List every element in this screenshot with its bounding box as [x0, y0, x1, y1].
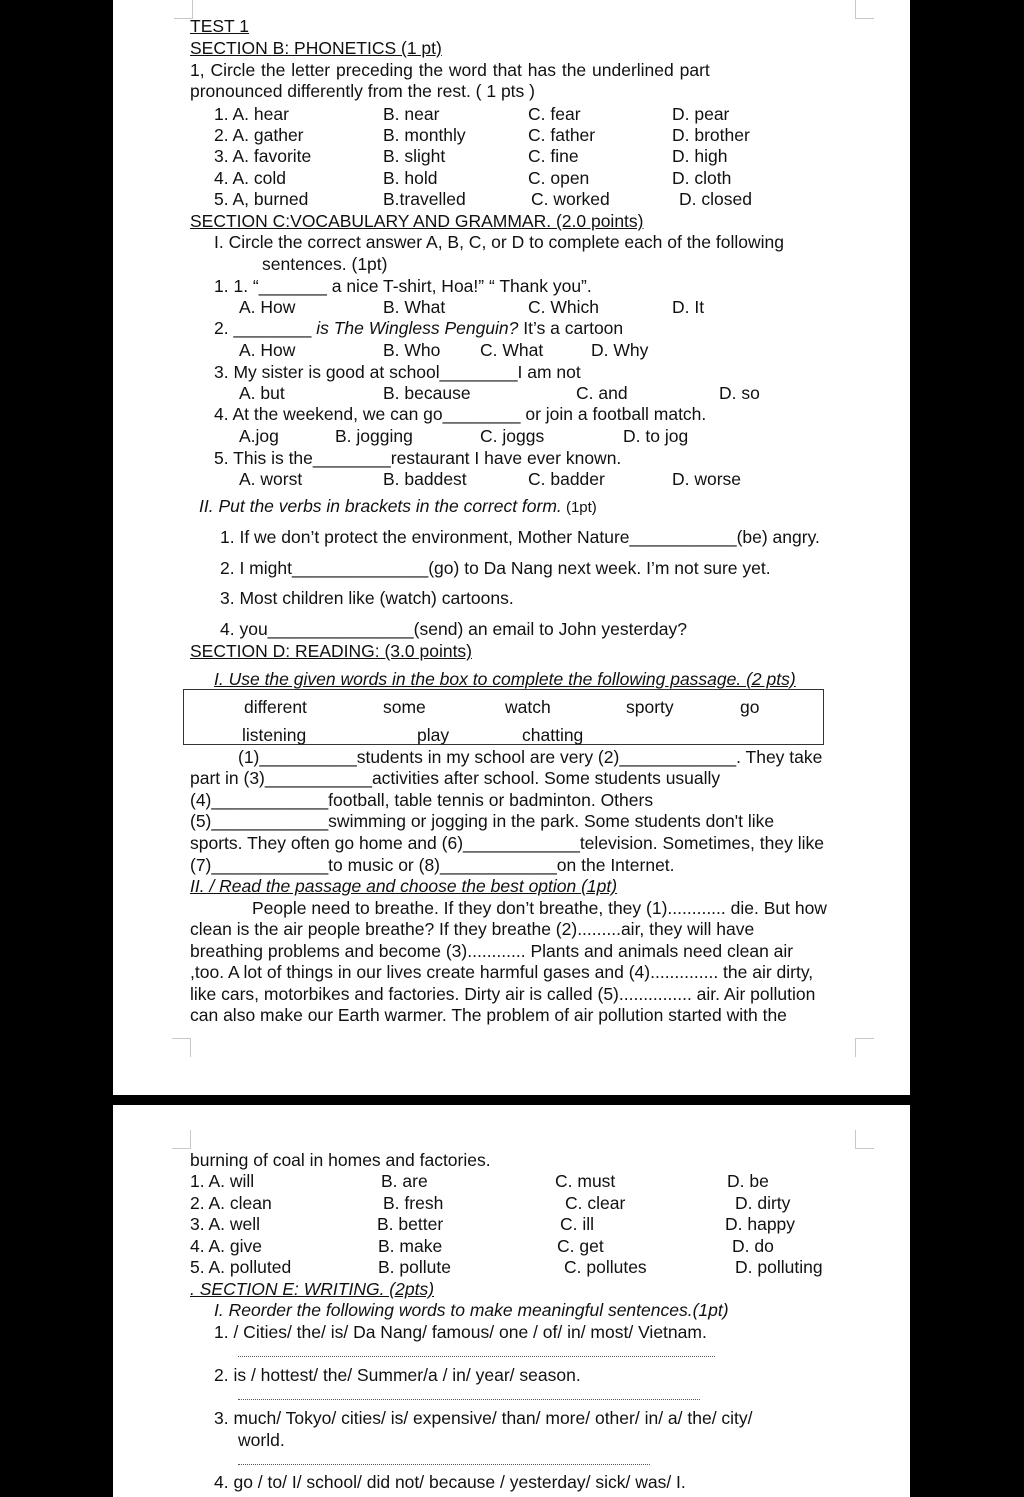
option-b[interactable]: B. Who: [383, 340, 441, 360]
option-b[interactable]: B.travelled: [383, 189, 466, 209]
option-c[interactable]: C. and: [576, 383, 628, 403]
option-b[interactable]: B. slight: [383, 146, 446, 166]
option-c[interactable]: C. worked: [531, 189, 610, 209]
option-a[interactable]: A. worst: [239, 469, 303, 489]
section-c-part2-heading: [199, 496, 597, 518]
reading-line: breathing problems and become (3)............ Plants and animals need clean air: [190, 941, 794, 961]
option-b[interactable]: B. pollute: [378, 1257, 451, 1277]
page-corner-mark: [172, 1130, 191, 1149]
page-corner-mark: [855, 1130, 874, 1149]
answer-line[interactable]: [238, 1356, 715, 1357]
question-text: It’s a cartoon: [518, 318, 624, 338]
option-a[interactable]: 3. A. favorite: [214, 146, 312, 166]
option-a[interactable]: 1. A. will: [190, 1171, 255, 1191]
question-text: is The Wingless Penguin?: [311, 318, 519, 338]
box-word: listening: [242, 725, 307, 745]
option-d[interactable]: D. Why: [591, 340, 649, 360]
section-e-heading: . SECTION E: WRITING. (2pts): [190, 1279, 435, 1299]
reading-line: clean is the air people breathe? If they breathe (2).........air, they will have: [190, 919, 755, 939]
reading-line: like cars, motorbikes and factories. Dirty air is called (5)............... air. Air pollution: [190, 984, 816, 1004]
option-a[interactable]: 2. A. clean: [190, 1193, 272, 1213]
option-c[interactable]: C. What: [480, 340, 544, 360]
option-d[interactable]: D. polluting: [735, 1257, 823, 1277]
option-a[interactable]: 4. A. give: [190, 1236, 262, 1256]
reading-line: can also make our Earth warmer. The problem of air pollution started with the: [190, 1005, 787, 1025]
verb-item: 2. I might______________(go) to Da Nang next week. I’m not sure yet.: [220, 558, 771, 578]
option-d[interactable]: D. closed: [679, 189, 752, 209]
option-a[interactable]: A.jog: [239, 426, 279, 446]
page-corner-mark: [172, 1038, 191, 1057]
verb-item: 1. If we don’t protect the environment, Mother Nature___________(be) angry.: [220, 527, 820, 547]
option-b[interactable]: B. jogging: [335, 426, 413, 446]
option-d[interactable]: D. It: [672, 297, 705, 317]
option-b[interactable]: B. What: [383, 297, 446, 317]
verb-item: 3. Most children like (watch) cartoons.: [220, 588, 514, 608]
section-c-heading: SECTION C:VOCABULARY AND GRAMMAR. (2.0 points): [190, 211, 644, 231]
option-b[interactable]: B. better: [377, 1214, 444, 1234]
option-d[interactable]: D. brother: [672, 125, 750, 145]
answer-line[interactable]: [238, 1399, 700, 1400]
verb-item: 4. you_______________(send) an email to John yesterday?: [220, 619, 688, 639]
option-c[interactable]: C. clear: [565, 1193, 626, 1213]
answer-line[interactable]: [238, 1464, 650, 1465]
option-c[interactable]: C. father: [528, 125, 596, 145]
option-a[interactable]: 4. A. cold: [214, 168, 286, 188]
option-c[interactable]: C. joggs: [480, 426, 545, 446]
question-5: 5. This is the________restaurant I have ever known.: [214, 448, 622, 468]
option-d[interactable]: D. high: [672, 146, 728, 166]
option-a[interactable]: A. but: [239, 383, 285, 403]
reading-line: People need to breathe. If they don’t breathe, they (1)............ die. But how: [252, 898, 827, 918]
section-b-heading: SECTION B: PHONETICS (1 pt): [190, 38, 442, 58]
box-word: sporty: [626, 697, 674, 717]
section-d-part2-heading: II. / Read the passage and choose the best option (1pt): [190, 876, 618, 896]
option-d[interactable]: D. to jog: [623, 426, 689, 446]
option-c[interactable]: C. ill: [560, 1214, 595, 1234]
passage-line: part in (3)___________activities after school. Some students usually: [190, 768, 721, 788]
option-d[interactable]: D. be: [727, 1171, 769, 1191]
option-c[interactable]: C. get: [557, 1236, 604, 1256]
option-b[interactable]: B. make: [378, 1236, 443, 1256]
option-a[interactable]: 3. A. well: [190, 1214, 261, 1234]
passage-line: sports. They often go home and (6)____________television. Sometimes, they like: [190, 833, 824, 853]
option-c[interactable]: C. fear: [528, 104, 581, 124]
reading-line: ,too. A lot of things in our lives create harmful gases and (4).............. the air dirty,: [190, 962, 814, 982]
question-number: 2.: [214, 318, 229, 338]
page-corner-mark: [855, 0, 874, 19]
section-b-instruction: pronounced differently from the rest. ( 1 pts ): [190, 81, 535, 101]
box-word: different: [244, 697, 307, 717]
option-d[interactable]: D. so: [719, 383, 760, 403]
answer-blank: ________: [233, 318, 312, 338]
option-a[interactable]: 2. A. gather: [214, 125, 304, 145]
reorder-item: 2. is / hottest/ the/ Summer/a / in/ year/ season.: [214, 1365, 581, 1385]
option-c[interactable]: C. Which: [528, 297, 599, 317]
option-d[interactable]: D. pear: [672, 104, 730, 124]
passage-line: (5)____________swimming or jogging in the park. Some students don't like: [190, 811, 775, 831]
option-b[interactable]: B. baddest: [383, 469, 467, 489]
option-c[interactable]: C. open: [528, 168, 590, 188]
option-b[interactable]: B. fresh: [383, 1193, 444, 1213]
option-b[interactable]: B. monthly: [383, 125, 466, 145]
option-a[interactable]: 5. A. polluted: [190, 1257, 292, 1277]
reorder-item: 1. / Cities/ the/ is/ Da Nang/ famous/ one / of/ in/ most/ Vietnam.: [214, 1322, 707, 1342]
box-word: watch: [505, 697, 551, 717]
option-c[interactable]: C. badder: [528, 469, 605, 489]
box-word: chatting: [522, 725, 584, 745]
box-word: some: [383, 697, 426, 717]
section-c-part1-instruction: sentences. (1pt): [262, 254, 388, 274]
option-b[interactable]: B. are: [381, 1171, 428, 1191]
option-b[interactable]: B. hold: [383, 168, 438, 188]
question-2: [214, 318, 623, 339]
option-a[interactable]: A. How: [239, 297, 296, 317]
part2-title: II. Put the verbs in brackets in the correct form.: [199, 496, 562, 516]
option-a[interactable]: A. How: [239, 340, 296, 360]
box-word: go: [740, 697, 760, 717]
question-3: 3. My sister is good at school________I am not: [214, 362, 581, 382]
option-a[interactable]: 1. A. hear: [214, 104, 289, 124]
reorder-item: world.: [238, 1430, 285, 1450]
option-d[interactable]: D. dirty: [735, 1193, 791, 1213]
option-c[interactable]: C. pollutes: [564, 1257, 647, 1277]
option-a[interactable]: 5. A, burned: [214, 189, 309, 209]
option-d[interactable]: D. worse: [672, 469, 742, 489]
option-d[interactable]: D. cloth: [672, 168, 732, 188]
question-1: 1. 1. “_______ a nice T-shirt, Hoa!” “ Thank you”.: [214, 276, 592, 296]
option-c[interactable]: C. must: [555, 1171, 616, 1191]
part2-points: (1pt): [561, 499, 597, 516]
test-title: TEST 1: [190, 16, 250, 36]
section-c-part1-instruction: I. Circle the correct answer A, B, C, or D to complete each of the following: [214, 232, 784, 252]
section-e-part1-heading: I. Reorder the following words to make meaningful sentences.(1pt): [214, 1300, 729, 1320]
reading-line: burning of coal in homes and factories.: [190, 1150, 491, 1170]
option-d[interactable]: D. do: [732, 1236, 774, 1256]
passage-line: (7)____________to music or (8)____________on the Internet.: [190, 855, 675, 875]
option-d[interactable]: D. happy: [725, 1214, 796, 1234]
section-d-heading: SECTION D: READING: (3.0 points): [190, 641, 473, 661]
section-d-part1-heading: I. Use the given words in the box to complete the following passage. (2 pts): [214, 669, 796, 689]
passage-line: (4)____________football, table tennis or badminton. Others: [190, 790, 654, 810]
reorder-item: 4. go / to/ I/ school/ did not/ because / yesterday/ sick/ was/ I.: [214, 1472, 686, 1492]
passage-line: (1)__________students in my school are very (2)____________. They take: [238, 747, 823, 767]
option-c[interactable]: C. fine: [528, 146, 579, 166]
option-b[interactable]: B. near: [383, 104, 440, 124]
page-corner-mark: [855, 1038, 874, 1057]
box-word: play: [417, 725, 450, 745]
question-4: 4. At the weekend, we can go________ or join a football match.: [214, 404, 707, 424]
section-b-instruction: 1, Circle the letter preceding the word that has the underlined part: [190, 60, 710, 80]
option-b[interactable]: B. because: [383, 383, 471, 403]
reorder-item: 3. much/ Tokyo/ cities/ is/ expensive/ than/ more/ other/ in/ a/ the/ city/: [214, 1408, 753, 1428]
